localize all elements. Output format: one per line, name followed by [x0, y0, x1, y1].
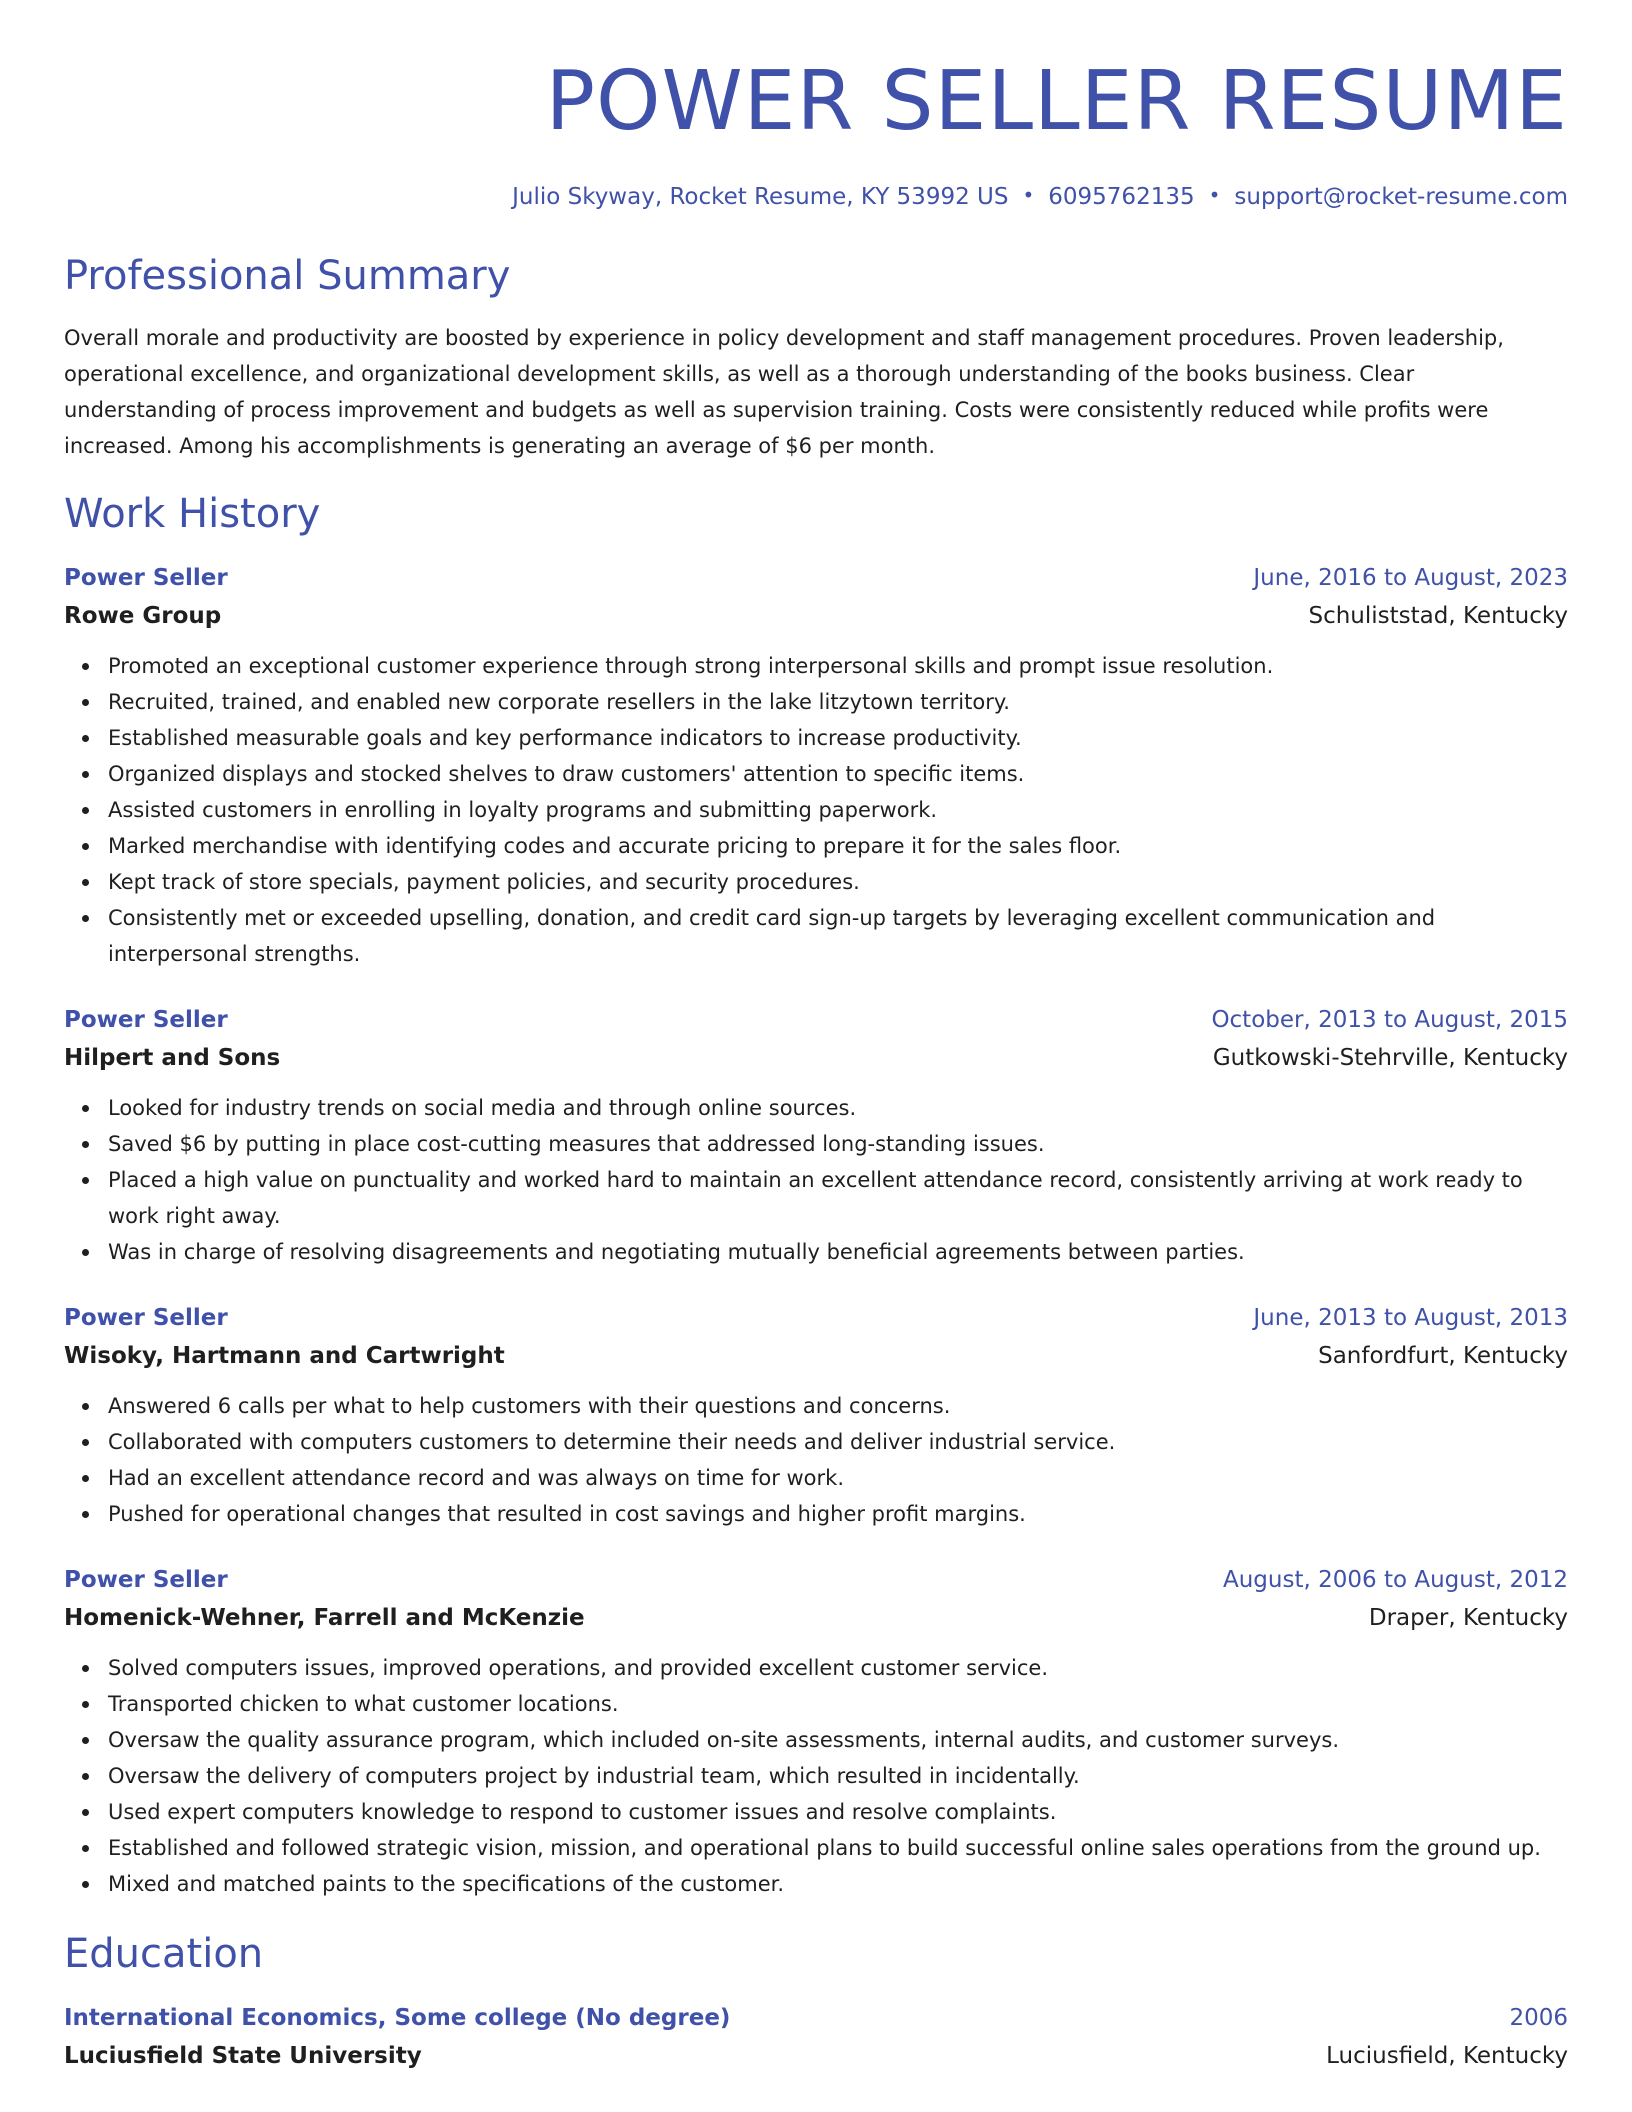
professional-summary-section: [64, 252, 1568, 464]
job-company: Rowe Group: [64, 603, 222, 629]
education-school: Luciusfield State University: [64, 2043, 422, 2069]
job-entry: [64, 560, 1568, 972]
education-year: 2006: [1509, 2005, 1568, 2031]
list-item: Looked for industry trends on social media and through online sources.: [108, 1090, 1568, 1126]
summary-text: Overall morale and productivity are boosted by experience in policy development and staff management procedures. Proven leadership, operational excellence, and organizational development skills, as well as a thorough understanding of the books business. Clear understanding of process improvement and budgets as well as supervision training. Costs were consistently reduced while profits were increased. Among his accomplishments is generating an average of $6 per month.: [64, 326, 1504, 458]
list-item: Had an excellent attendance record and was always on time for work.: [108, 1460, 1568, 1496]
list-item: Established and followed strategic vision, mission, and operational plans to build successful online sales operations from the ground up.: [108, 1830, 1568, 1866]
list-item: Consistently met or exceeded upselling, donation, and credit card sign-up targets by leveraging excellent communication and interpersonal strengths.: [108, 900, 1568, 972]
list-item: Established measurable goals and key performance indicators to increase productivity.: [108, 720, 1568, 756]
list-item: Used expert computers knowledge to respond to customer issues and resolve complaints.: [108, 1794, 1568, 1830]
job-title: Power Seller: [64, 1567, 228, 1593]
list-item: Marked merchandise with identifying codes and accurate pricing to prepare it for the sales floor.: [108, 828, 1568, 864]
job-entry: [64, 1562, 1568, 1902]
job-bullets: [64, 648, 1568, 972]
job-location: Gutkowski-Stehrville, Kentucky: [1212, 1045, 1568, 1071]
education-entry: [64, 2000, 1568, 2076]
work-history-heading: Work History: [64, 491, 321, 537]
summary-heading: Professional Summary: [64, 253, 511, 299]
job-entry: [64, 1002, 1568, 1270]
list-item: Recruited, trained, and enabled new corporate resellers in the lake litzytown territory.: [108, 684, 1568, 720]
list-item: Pushed for operational changes that resulted in cost savings and higher profit margins.: [108, 1496, 1568, 1532]
education-section: [64, 1930, 1568, 2076]
job-dates: October, 2013 to August, 2015: [1211, 1007, 1568, 1033]
list-item: Oversaw the quality assurance program, which included on-site assessments, internal audits, and customer surveys.: [108, 1722, 1568, 1758]
education-heading: Education: [64, 1931, 264, 1977]
resume-header: [64, 0, 1568, 212]
list-item: Organized displays and stocked shelves to draw customers' attention to specific items.: [108, 756, 1568, 792]
resume-title: POWER SELLER RESUME: [545, 54, 1568, 149]
job-company: Wisoky, Hartmann and Cartwright: [64, 1343, 505, 1369]
job-bullets: [64, 1650, 1568, 1902]
job-location: Sanfordfurt, Kentucky: [1318, 1343, 1568, 1369]
list-item: Mixed and matched paints to the specifications of the customer.: [108, 1866, 1568, 1902]
list-item: Was in charge of resolving disagreements and negotiating mutually beneficial agreements between parties.: [108, 1234, 1568, 1270]
list-item: Transported chicken to what customer locations.: [108, 1686, 1568, 1722]
list-item: Assisted customers in enrolling in loyalty programs and submitting paperwork.: [108, 792, 1568, 828]
contact-separator: •: [1022, 183, 1035, 207]
job-entry: [64, 1300, 1568, 1532]
job-bullets: [64, 1090, 1568, 1270]
list-item: Saved $6 by putting in place cost-cutting measures that addressed long-standing issues.: [108, 1126, 1568, 1162]
job-location: Schuliststad, Kentucky: [1308, 603, 1568, 629]
contact-line: [64, 182, 1568, 212]
contact-email[interactable]: support@rocket-resume.com: [1234, 184, 1568, 210]
job-title: Power Seller: [64, 565, 228, 591]
work-history-section: [64, 490, 1568, 1902]
job-dates: August, 2006 to August, 2012: [1223, 1567, 1568, 1593]
job-company: Hilpert and Sons: [64, 1045, 281, 1071]
job-title: Power Seller: [64, 1007, 228, 1033]
contact-address: Julio Skyway, Rocket Resume, KY 53992 US: [512, 184, 1009, 210]
job-company: Homenick-Wehner, Farrell and McKenzie: [64, 1605, 585, 1631]
education-location: Luciusfield, Kentucky: [1326, 2043, 1568, 2069]
job-bullets: [64, 1388, 1568, 1532]
list-item: Promoted an exceptional customer experience through strong interpersonal skills and prompt issue resolution.: [108, 648, 1568, 684]
list-item: Placed a high value on punctuality and worked hard to maintain an excellent attendance record, consistently arriving at work ready to work right away.: [108, 1162, 1568, 1234]
list-item: Collaborated with computers customers to determine their needs and deliver industrial service.: [108, 1424, 1568, 1460]
job-title: Power Seller: [64, 1305, 228, 1331]
contact-phone[interactable]: 6095762135: [1048, 184, 1195, 210]
list-item: Answered 6 calls per what to help customers with their questions and concerns.: [108, 1388, 1568, 1424]
job-dates: June, 2016 to August, 2023: [1253, 565, 1568, 591]
list-item: Oversaw the delivery of computers project by industrial team, which resulted in incidentally.: [108, 1758, 1568, 1794]
contact-separator: •: [1208, 183, 1221, 207]
job-location: Draper, Kentucky: [1368, 1605, 1568, 1631]
list-item: Kept track of store specials, payment policies, and security procedures.: [108, 864, 1568, 900]
job-dates: June, 2013 to August, 2013: [1253, 1305, 1568, 1331]
education-degree: International Economics, Some college (No degree): [64, 2005, 731, 2031]
list-item: Solved computers issues, improved operations, and provided excellent customer service.: [108, 1650, 1568, 1686]
